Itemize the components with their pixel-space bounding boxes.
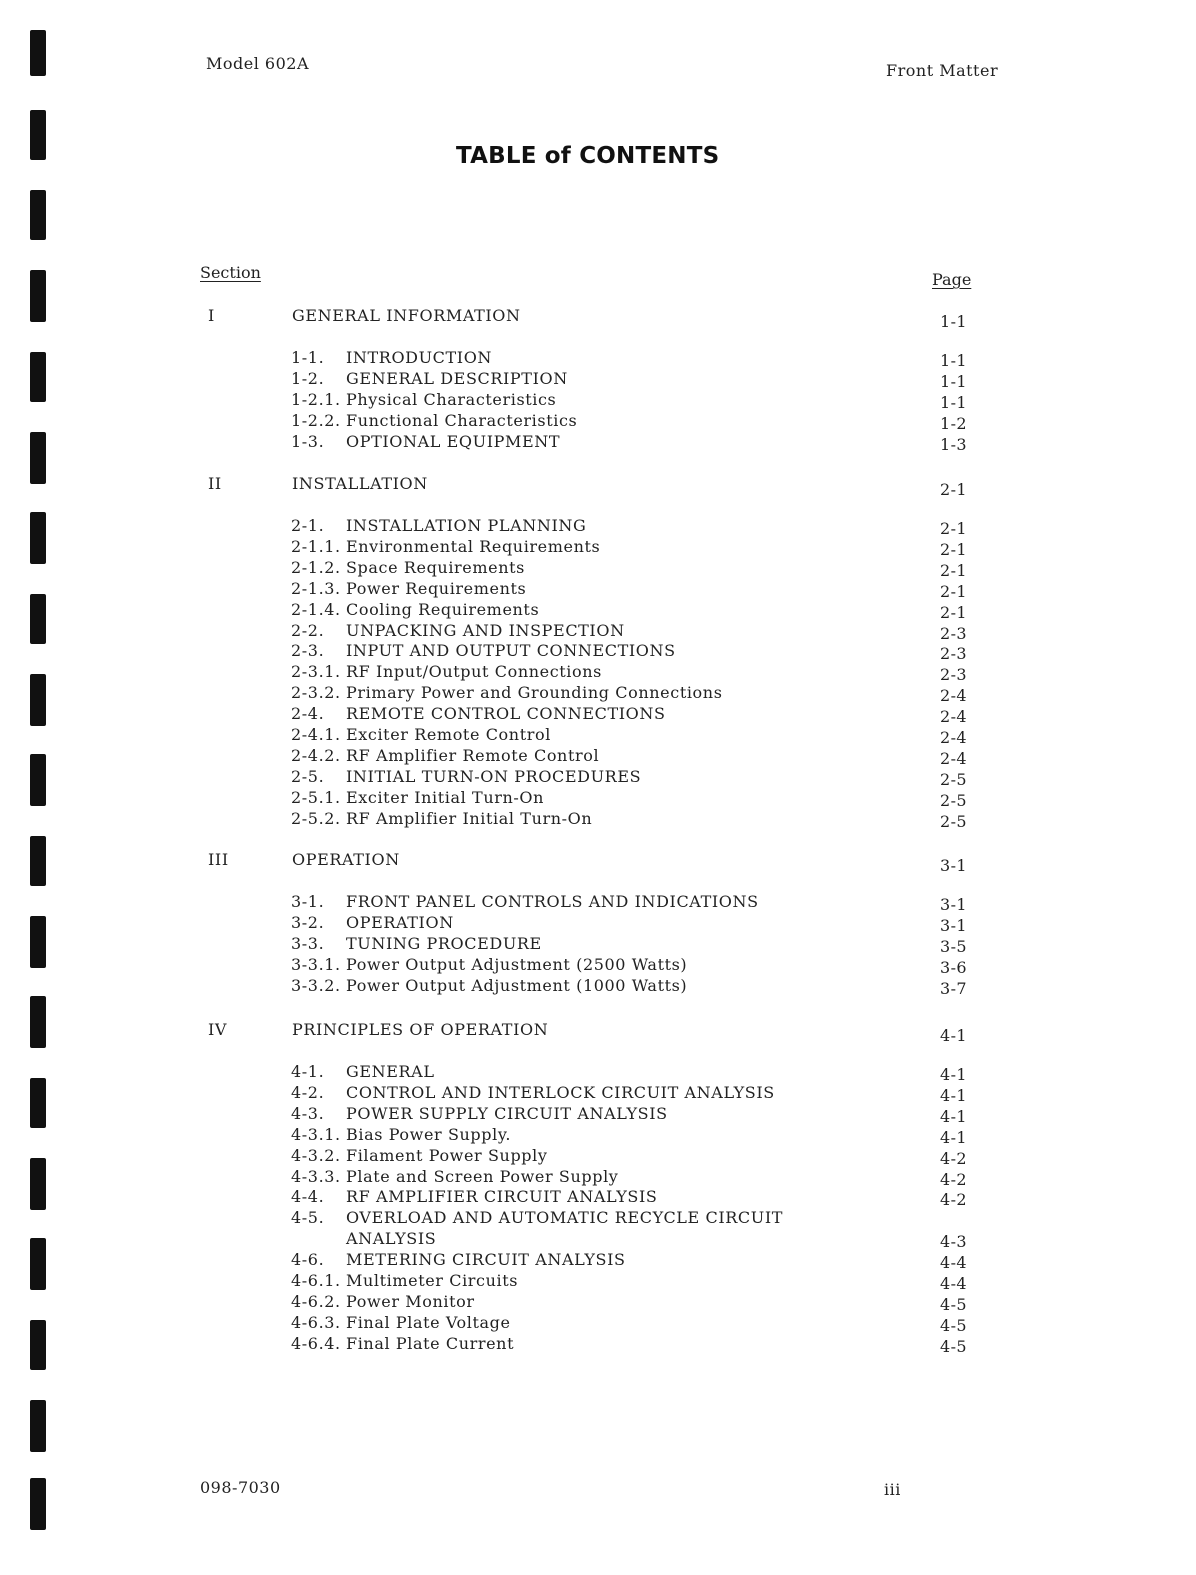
entry-title: GENERAL DESCRIPTION — [346, 368, 568, 388]
entry-page: 4-3 — [940, 1232, 967, 1252]
entry-page: 2-1 — [940, 602, 967, 622]
binding-hole — [30, 594, 46, 644]
entry-number: 3-1. — [291, 892, 325, 911]
entry-title: OVERLOAD AND AUTOMATIC RECYCLE CIRCUIT — [346, 1208, 784, 1228]
entry-page: 2-3 — [940, 623, 967, 643]
entry-number: 4-6.1. — [291, 1271, 341, 1290]
page-column-header: Page — [932, 270, 972, 289]
binding-hole — [30, 1478, 46, 1530]
entry-number: 2-5. — [291, 766, 325, 786]
binding-hole — [30, 674, 46, 726]
section-title: INSTALLATION — [292, 474, 428, 493]
entry-page: 4-4 — [940, 1253, 967, 1273]
entry-page: 1-3 — [940, 434, 967, 454]
entry-title: INPUT AND OUTPUT CONNECTIONS — [346, 641, 676, 661]
entry-title: INITIAL TURN-ON PROCEDURES — [346, 766, 642, 786]
section-title: PRINCIPLES OF OPERATION — [292, 1020, 549, 1039]
entry-page: 1-2 — [940, 413, 967, 433]
entry-page: 1-1 — [940, 392, 967, 412]
entry-number: 4-4. — [291, 1187, 325, 1207]
entry-title: RF AMPLIFIER CIRCUIT ANALYSIS — [346, 1187, 658, 1207]
entry-number: 1-2. — [291, 368, 325, 388]
entry-number: 1-2.2. — [291, 410, 341, 430]
entry-page: 2-4 — [940, 686, 967, 706]
entry-title: Power Output Adjustment (1000 Watts) — [346, 975, 688, 995]
entry-number: 4-2. — [291, 1082, 325, 1102]
entry-number: 2-3. — [291, 641, 325, 661]
entry-number: 1-3. — [291, 431, 325, 451]
binding-hole — [30, 110, 46, 160]
page-title: TABLE of CONTENTS — [456, 143, 720, 169]
entry-number: 2-1.2. — [291, 557, 341, 577]
entry-page: 3-1 — [940, 895, 967, 914]
section-page: 3-1 — [940, 856, 967, 875]
entry-title: Plate and Screen Power Supply — [346, 1166, 619, 1186]
entry-title: ANALYSIS — [346, 1229, 437, 1249]
entry-title: INSTALLATION PLANNING — [346, 516, 587, 535]
binding-hole — [30, 190, 46, 240]
entry-title: Physical Characteristics — [346, 389, 557, 409]
entry-page: 2-5 — [940, 769, 967, 789]
entry-number: 2-3.1. — [291, 662, 341, 682]
entry-title: Cooling Requirements — [346, 599, 540, 619]
entry-page: 4-1 — [940, 1106, 967, 1126]
entry-page: 4-1 — [940, 1065, 967, 1084]
entry-title: RF Amplifier Remote Control — [346, 745, 600, 765]
section-numeral: I — [208, 306, 215, 325]
entry-page: 4-2 — [940, 1148, 967, 1168]
binding-hole — [30, 1158, 46, 1210]
binding-hole — [30, 1078, 46, 1128]
entry-title: Space Requirements — [346, 557, 525, 577]
entry-number: 2-4.1. — [291, 725, 341, 744]
section-page: 1-1 — [940, 312, 967, 331]
binding-hole — [30, 512, 46, 564]
binding-hole — [30, 1400, 46, 1452]
entry-number: 4-3. — [291, 1103, 325, 1123]
entry-page: 3-1 — [940, 915, 967, 935]
entry-page: 2-5 — [940, 811, 967, 831]
model-label: Model 602A — [206, 54, 310, 73]
entry-page: 4-2 — [940, 1190, 967, 1210]
entry-page: 3-5 — [940, 936, 967, 956]
entry-page: 2-1 — [940, 581, 967, 601]
entry-number: 1-1. — [291, 348, 325, 367]
entry-page: 2-3 — [940, 644, 967, 664]
binding-hole — [30, 1320, 46, 1370]
entry-title: Bias Power Supply. — [346, 1124, 512, 1144]
section-page: 4-1 — [940, 1026, 967, 1045]
entry-number: 4-6.4. — [291, 1333, 341, 1353]
entry-title: RF Input/Output Connections — [346, 662, 602, 682]
entry-title: Multimeter Circuits — [346, 1271, 519, 1290]
entry-title: GENERAL — [346, 1062, 435, 1081]
entry-title: UNPACKING AND INSPECTION — [346, 620, 625, 640]
entry-number: 2-1. — [291, 516, 325, 535]
binding-hole — [30, 432, 46, 484]
entry-title: Exciter Remote Control — [346, 725, 551, 744]
entry-number: 2-5.2. — [291, 808, 341, 828]
section-numeral: IV — [208, 1020, 228, 1039]
entry-page: 2-4 — [940, 748, 967, 768]
section-name: Front Matter — [886, 61, 999, 80]
entry-title: RF Amplifier Initial Turn-On — [346, 808, 593, 828]
entry-page: 1-1 — [940, 371, 967, 391]
entry-title: Power Output Adjustment (2500 Watts) — [346, 954, 688, 974]
entry-title: TUNING PROCEDURE — [346, 933, 542, 953]
entry-number: 4-3.2. — [291, 1145, 341, 1165]
entry-page: 4-5 — [940, 1315, 967, 1335]
entry-title: Environmental Requirements — [346, 536, 601, 556]
binding-hole — [30, 1238, 46, 1290]
entry-page: 4-1 — [940, 1127, 967, 1147]
entry-page: 2-1 — [940, 560, 967, 580]
entry-page: 1-1 — [940, 351, 967, 370]
entry-page: 4-4 — [940, 1274, 967, 1293]
document-number: 098-7030 — [200, 1478, 281, 1497]
entry-number: 2-5.1. — [291, 787, 341, 807]
entry-title: Final Plate Voltage — [346, 1312, 511, 1332]
entry-number: 2-1.3. — [291, 578, 341, 598]
entry-number: 3-3.1. — [291, 954, 341, 974]
entry-title: INTRODUCTION — [346, 348, 493, 367]
entry-page: 2-3 — [940, 665, 967, 685]
entry-page: 2-5 — [940, 790, 967, 810]
entry-page: 3-6 — [940, 957, 967, 977]
entry-title: REMOTE CONTROL CONNECTIONS — [346, 704, 666, 724]
entry-title: CONTROL AND INTERLOCK CIRCUIT ANALYSIS — [346, 1082, 775, 1102]
entry-number: 2-1.1. — [291, 536, 341, 556]
binding-hole — [30, 270, 46, 322]
entry-number: 4-6. — [291, 1250, 325, 1270]
section-title: GENERAL INFORMATION — [292, 306, 521, 325]
entry-number: 2-1.4. — [291, 599, 341, 619]
entry-title: OPTIONAL EQUIPMENT — [346, 431, 561, 451]
entry-number: 2-3.2. — [291, 683, 341, 703]
entry-number: 4-3.1. — [291, 1124, 341, 1144]
entry-number: 4-6.3. — [291, 1312, 341, 1332]
entry-page: 2-4 — [940, 728, 967, 747]
entry-page: 4-1 — [940, 1085, 967, 1105]
entry-title: Final Plate Current — [346, 1333, 515, 1353]
entry-number: 2-2. — [291, 620, 325, 640]
entry-title: FRONT PANEL CONTROLS AND INDICATIONS — [346, 892, 759, 911]
page-number: iii — [884, 1480, 901, 1499]
entry-title: POWER SUPPLY CIRCUIT ANALYSIS — [346, 1103, 668, 1123]
entry-number: 4-6.2. — [291, 1291, 341, 1311]
binding-hole — [30, 916, 46, 968]
binding-hole — [30, 996, 46, 1048]
entry-page: 2-4 — [940, 707, 967, 727]
entry-number: 4-3.3. — [291, 1166, 341, 1186]
entry-page: 2-1 — [940, 539, 967, 559]
entry-number: 4-5. — [291, 1208, 325, 1228]
entry-title: Exciter Initial Turn-On — [346, 787, 545, 807]
entry-title: METERING CIRCUIT ANALYSIS — [346, 1250, 626, 1270]
entry-number: 2-4. — [291, 704, 325, 724]
binding-hole — [30, 352, 46, 402]
entry-page: 2-1 — [940, 519, 967, 538]
section-numeral: III — [208, 850, 229, 869]
entry-page: 3-7 — [940, 978, 967, 998]
binding-hole — [30, 836, 46, 886]
entry-page: 4-2 — [940, 1169, 967, 1189]
section-column-header: Section — [200, 263, 261, 282]
entry-page: 4-5 — [940, 1294, 967, 1314]
entry-title: OPERATION — [346, 912, 454, 932]
entry-number: 3-3. — [291, 933, 325, 953]
entry-number: 3-3.2. — [291, 975, 341, 995]
binding-hole — [30, 30, 46, 76]
section-title: OPERATION — [292, 850, 400, 869]
entry-number: 4-1. — [291, 1062, 325, 1081]
entry-number: 3-2. — [291, 912, 325, 932]
entry-page: 4-5 — [940, 1336, 967, 1356]
binding-hole — [30, 754, 46, 806]
entry-title: Filament Power Supply — [346, 1145, 548, 1165]
entry-title: Power Monitor — [346, 1291, 475, 1311]
section-numeral: II — [208, 474, 222, 493]
entry-title: Functional Characteristics — [346, 410, 578, 430]
entry-title: Primary Power and Grounding Connections — [346, 683, 723, 703]
entry-title: Power Requirements — [346, 578, 527, 598]
entry-number: 1-2.1. — [291, 389, 341, 409]
entry-number: 2-4.2. — [291, 745, 341, 765]
section-page: 2-1 — [940, 480, 967, 499]
